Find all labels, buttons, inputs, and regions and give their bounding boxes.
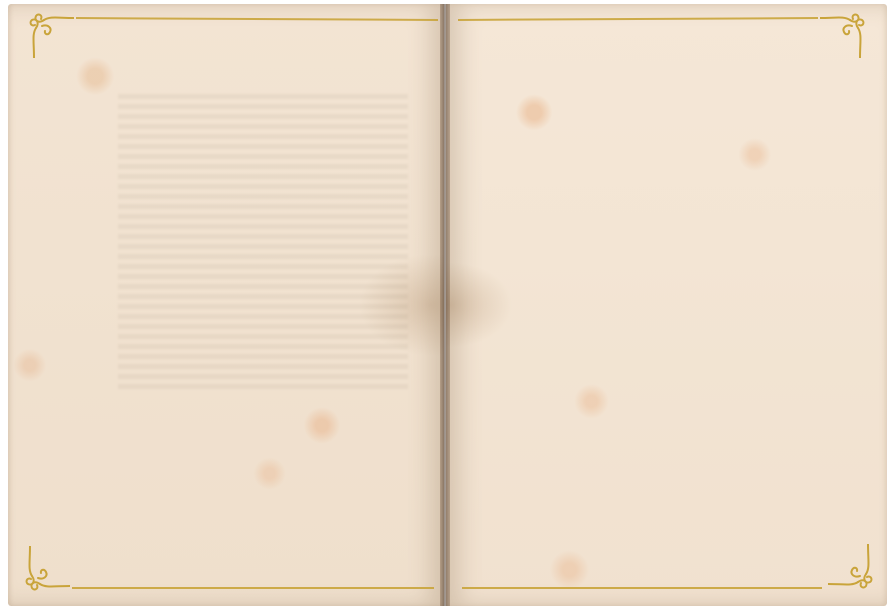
left-page bbox=[8, 4, 444, 606]
left-page-bottom-rule bbox=[72, 587, 434, 589]
bleed-through-text bbox=[118, 94, 408, 394]
right-page-bottom-rule bbox=[462, 587, 822, 589]
corner-flourish-icon bbox=[828, 544, 874, 590]
right-page bbox=[446, 4, 887, 606]
book-spine bbox=[440, 4, 450, 606]
corner-flourish-icon bbox=[28, 12, 74, 58]
corner-flourish-icon bbox=[24, 546, 70, 592]
corner-flourish-icon bbox=[820, 12, 866, 58]
